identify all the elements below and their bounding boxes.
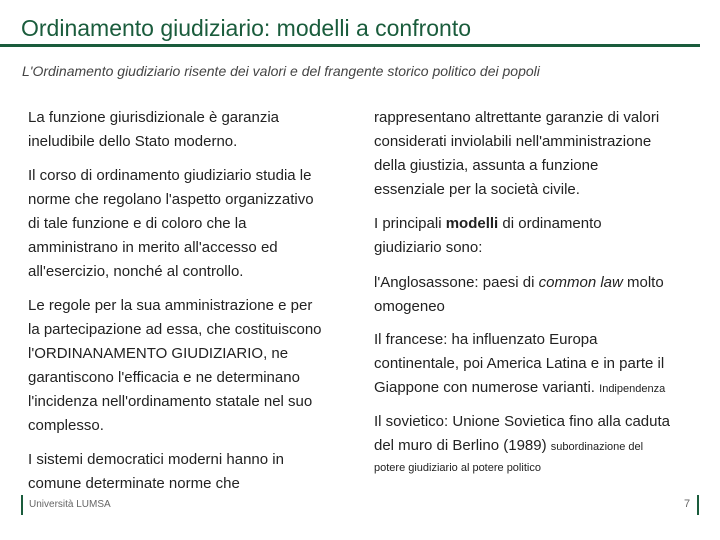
text-segment: l'Anglosassone: paesi di xyxy=(374,274,539,291)
footer-bar-right xyxy=(697,495,699,515)
text-segment: ineludibile dello Stato moderno. xyxy=(28,133,238,150)
text-segment: comune determinate norme che xyxy=(28,475,240,492)
text-segment: la partecipazione ad essa, che costituiscono xyxy=(28,321,322,338)
text-segment: La funzione giurisdizionale è garanzia xyxy=(28,109,280,126)
text-segment: molto xyxy=(622,274,664,291)
text-line xyxy=(28,262,243,282)
text-line xyxy=(374,108,659,128)
text-line xyxy=(28,132,237,152)
text-segment: I sistemi democratici moderni hanno in xyxy=(28,451,284,468)
text-line xyxy=(374,330,597,350)
text-line xyxy=(28,166,311,186)
text-segment: Giappone con numerose varianti. xyxy=(374,379,600,396)
text-line xyxy=(374,132,651,152)
text-line xyxy=(374,378,665,399)
text-segment: essenziale per la società civile. xyxy=(374,181,580,198)
title-rule xyxy=(0,44,700,47)
text-line xyxy=(374,180,580,200)
text-line xyxy=(374,214,602,234)
text-segment: continentale, poi America Latina e in parte il xyxy=(374,355,665,372)
text-line xyxy=(28,344,288,364)
text-line xyxy=(28,416,104,436)
text-segment: Indipendenza xyxy=(599,383,666,395)
text-line xyxy=(28,108,279,128)
text-line xyxy=(28,368,300,388)
text-line xyxy=(28,296,312,316)
text-line xyxy=(28,392,312,412)
text-segment: modelli xyxy=(445,215,499,232)
text-segment: Il corso di ordinamento giudiziario studia le xyxy=(28,167,312,184)
text-segment: common law xyxy=(538,274,623,291)
text-line xyxy=(28,190,314,210)
text-segment: del muro di Berlino (1989) xyxy=(374,437,551,454)
text-line xyxy=(28,450,284,470)
text-line xyxy=(374,297,445,317)
text-segment: di tale funzione e di coloro che la xyxy=(28,215,247,232)
text-line xyxy=(28,238,278,258)
text-line xyxy=(374,156,598,176)
text-segment: considerati inviolabili nell'amministrazione xyxy=(374,133,652,150)
text-segment: subordinazione del xyxy=(550,441,644,453)
text-line xyxy=(28,474,240,494)
text-segment: I principali xyxy=(374,215,446,232)
text-line xyxy=(374,238,482,258)
text-segment: di ordinamento xyxy=(498,215,602,232)
text-segment: amministrano in merito all'accesso ed xyxy=(28,239,278,256)
slide-subtitle: L'Ordinamento giudiziario risente dei valori e del frangente storico politico dei popoli xyxy=(22,63,540,79)
text-segment: Le regole per la sua amministrazione e per xyxy=(28,297,313,314)
text-segment: potere giudiziario al potere politico xyxy=(374,462,541,474)
page-number: 7 xyxy=(684,498,691,510)
text-line xyxy=(374,412,670,432)
text-segment: all'esercizio, nonché al controllo. xyxy=(28,263,244,280)
text-segment: l'ORDINANAMENTO GIUDIZIARIO, ne xyxy=(28,345,289,362)
text-line xyxy=(28,320,322,340)
text-segment: Il francese: ha influenzato Europa xyxy=(374,331,598,348)
footer-bar-left xyxy=(21,495,23,515)
text-segment: rappresentano altrettante garanzie di valori xyxy=(374,109,660,126)
text-segment: complesso. xyxy=(28,417,104,434)
text-segment: garantiscono l'efficacia e ne determinano xyxy=(28,369,300,386)
text-segment: Il sovietico: Unione Sovietica fino alla caduta xyxy=(374,413,671,430)
text-line xyxy=(374,457,541,478)
text-segment: giudiziario sono: xyxy=(374,239,483,256)
text-segment: della giustizia, assunta a funzione xyxy=(374,157,599,174)
slide-title: Ordinamento giudiziario: modelli a confronto xyxy=(21,15,472,41)
footer-text: Università LUMSA xyxy=(29,499,111,510)
text-line xyxy=(374,354,664,374)
text-segment: l'incidenza nell'ordinamento statale nel suo xyxy=(28,393,313,410)
text-segment: omogeneo xyxy=(374,298,445,315)
text-line xyxy=(374,273,664,293)
text-segment: norme che regolano l'aspetto organizzativo xyxy=(28,191,314,208)
text-line xyxy=(374,436,643,457)
text-line xyxy=(28,214,246,234)
